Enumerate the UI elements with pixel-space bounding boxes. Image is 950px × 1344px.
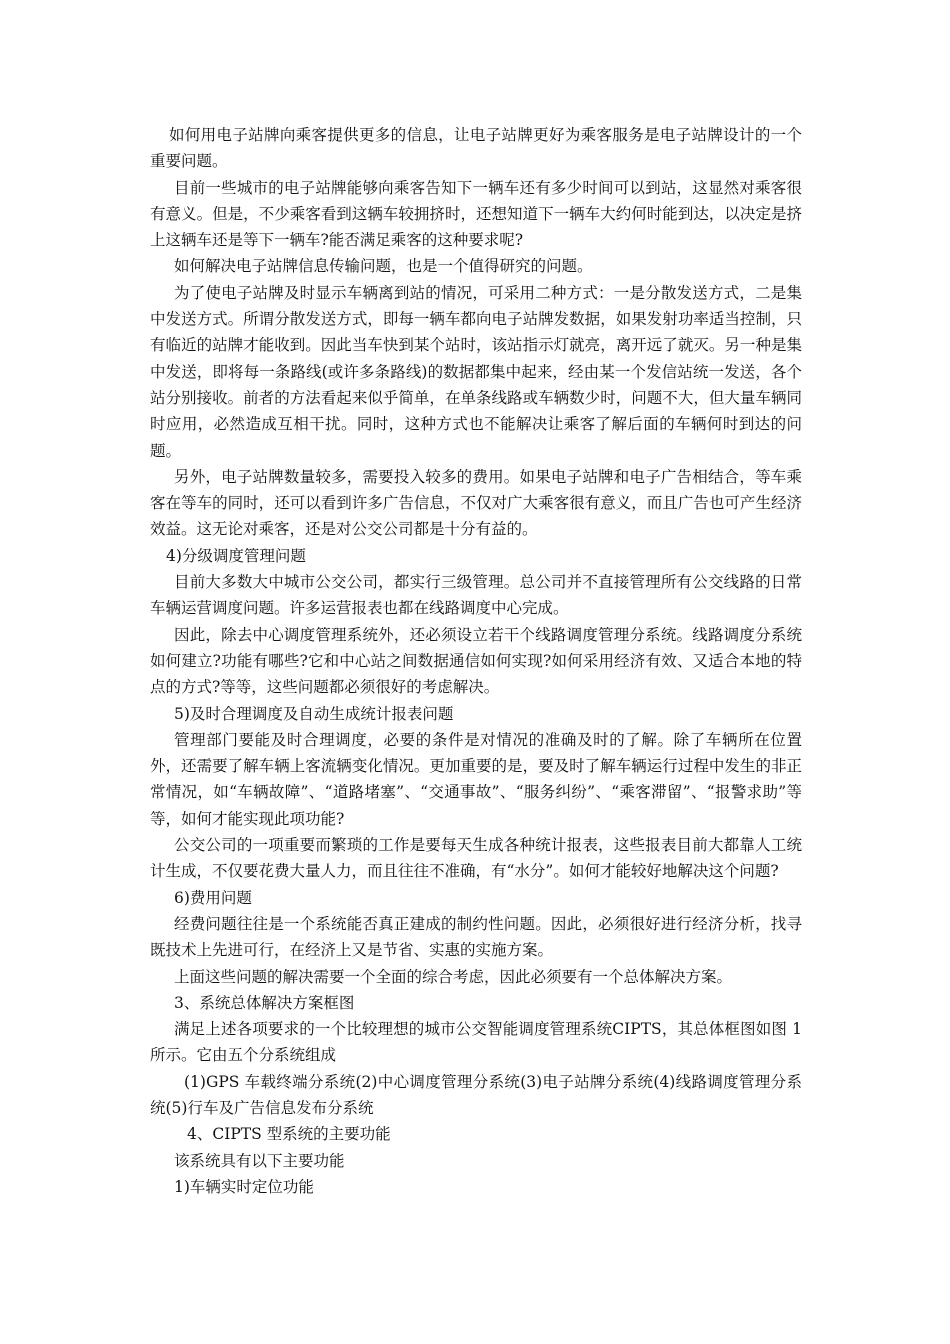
section-heading-4-functions: 4、CIPTS 型系统的主要功能 [187,1125,391,1144]
section-heading-4: 4)分级调度管理问题 [166,546,306,565]
paragraph-7: 目前大多数大中城市公交公司，都实行三级管理。总公司并不直接管理所有公交线路的日常车辆运营调度问题。许多运营报表也都在线路调度中心完成。 [150,573,802,618]
paragraph-13: 经费问题往往是一个系统能否真正建成的制约性问题。因此，必须很好进行经济分析，找寻既技术上先进可行，在经济上又是节省、实惠的实施方案。 [150,914,802,960]
paragraph-3: 如何解决电子站牌信息传输问题，也是一个值得研究的问题。 [174,257,593,276]
paragraph-8: 因此，除去中心调度管理系统外，还必须设立若干个线路调度管理分系统。线路调度分系统如何建立?功能有哪些?它和中心站之间数据通信如何实现?如何采用经济有效、又适合本地的特点的方式?等等，这些问题都必须很好的考虑解决。 [150,625,802,697]
document-page [150,122,802,1200]
paragraph-10: 管理部门要能及时合理调度，必要的条件是对情况的准确及时的了解。除了车辆所在位置外，还需要了解车辆上客流辆变化情况。更加重要的是，要及时了解车辆运行过程中发生的非正常情况，如“车辆故障”、“道路堵塞”、“交通事故”、“服务纠纷”、“乘客滞留”、“报警求助”等等，如何才能实现此项功能? [150,730,802,828]
section-heading-5: 5)及时合理调度及自动生成统计报表问题 [174,704,454,723]
paragraph-4: 为了使电子站牌及时显示车辆离到站的情况，可采用二种方式：一是分散发送方式，二是集中发送方式。所谓分散发送方式，即每一辆车都向电子站牌发数据，如果发射功率适当控制，只有临近的站牌才能收到。因此当车快到某个站时，该站指示灯就亮，离开远了就灭。另一种是集中发送，即将每一条路线(或许多条路线)的数据都集中起来，经由某一个发信站统一发送，各个站分别接收。前者的方法看起来似乎简单，在单条线路或车辆数少时，问题不大，但大量车辆同时应用，必然造成互相干扰。同时，这种方式也不能解决让乘客了解后面的车辆何时到达的问题。 [150,283,802,460]
paragraph-17: (1)GPS 车载终端分系统(2)中心调度管理分系统(3)电子站牌分系统(4)线路调度管理分系统(5)行车及广告信息发布分系统 [150,1072,802,1117]
paragraph-11: 公交公司的一项重要而繁琐的工作是要每天生成各种统计报表，这些报表目前大都靠人工统计生成，不仅要花费大量人力，而且往往不准确，有“水分”。如何才能较好地解决这个问题? [150,836,802,881]
paragraph-5: 另外，电子站牌数量较多，需要投入较多的费用。如果电子站牌和电子广告相结合，等车乘客在等车的同时，还可以看到许多广告信息，不仅对广大乘客很有意义，而且广告也可产生经济效益。这无论对乘客，还是对公交公司都是十分有益的。 [150,467,802,539]
paragraph-19: 该系统具有以下主要功能 [174,1151,345,1170]
section-heading-6: 6)费用问题 [174,888,252,907]
paragraph-14: 上面这些问题的解决需要一个全面的综合考虑，因此必须要有一个总体解决方案。 [174,967,733,986]
paragraph-1: 如何用电子站牌向乘客提供更多的信息，让电子站牌更好为乘客服务是电子站牌设计的一个重要问题。 [150,126,802,171]
paragraph-16: 满足上述各项要求的一个比较理想的城市公交智能调度管理系统CIPTS，其总体框图如图 1 所示。它由五个分系统组成 [150,1020,802,1065]
paragraph-2: 目前一些城市的电子站牌能够向乘客告知下一辆车还有多少时间可以到站，这显然对乘客很有意义。但是，不少乘客看到这辆车较拥挤时，还想知道下一辆车大约何时能到达，以决定是挤上这辆车还是等下一辆车?能否满足乘客的这种要求呢? [150,178,802,250]
section-heading-3: 3、系统总体解决方案框图 [174,993,355,1012]
subsection-heading-1: 1)车辆实时定位功能 [174,1177,314,1196]
